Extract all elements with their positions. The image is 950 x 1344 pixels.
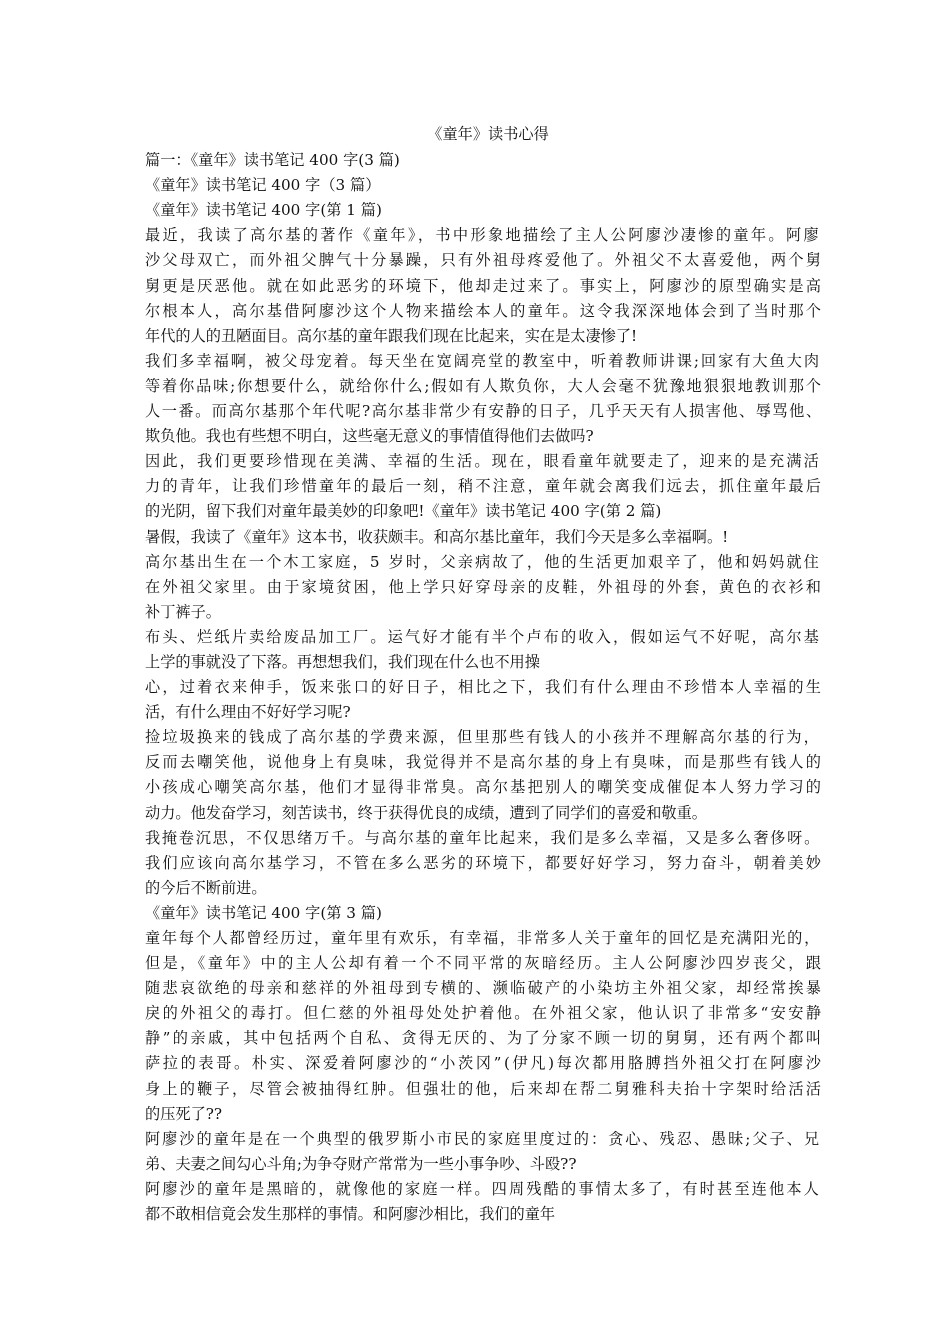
text-line: 暑假，我读了《童年》这本书，收获颇丰。和高尔基比童年，我们今天是多么幸福啊。! (145, 527, 729, 546)
text-line: 舅更是厌恶他。就在如此恶劣的环境下，他却走过来了。事实上，阿廖沙的原型确实是高 (145, 276, 824, 295)
text-line: 欺负他。我也有些想不明白，这些毫无意义的事情值得他们去做吗? (145, 427, 594, 446)
text-line: 篇一：《童年》读书笔记 400 字(3 篇) (145, 151, 400, 170)
text-line: 随悲哀欲绝的母亲和慈祥的外祖母到专横的、濒临破产的小染坊主外祖父家，却经常挨暴 (145, 979, 824, 998)
text-line: 的光阴，留下我们对童年最美妙的印象吧!《童年》读书笔记 400 字(第 2 篇) (145, 502, 662, 521)
text-line: 沙父母双亡，而外祖父脾气十分暴躁，只有外祖母疼爱他了。外祖父不太喜爱他，两个舅 (145, 251, 824, 270)
text-line: 年代的人的丑陋面目。高尔基的童年跟我们现在比起来，实在是太凄惨了! (145, 326, 638, 345)
text-line: 等着你品味;你想要什么，就给你什么;假如有人欺负你，大人会毫不犹豫地狠狠地教训那个 (145, 376, 823, 395)
text-line: 最近，我读了高尔基的著作《童年》，书中形象地描绘了主人公阿廖沙凄惨的童年。阿廖 (145, 226, 822, 245)
text-line: 都不敢相信竟会发生那样的事情。和阿廖沙相比，我们的童年 (145, 1205, 556, 1224)
text-line: 阿廖沙的童年是在一个典型的俄罗斯小市民的家庭里度过的：贪心、残忍、愚昧;父子、兄 (145, 1129, 821, 1148)
text-line: 弟、夫妻之间勾心斗角;为争夺财产常常为一些小事争吵、斗殴?? (145, 1154, 577, 1173)
text-line: 戾的外祖父的毒打。但仁慈的外祖母处处护着他。在外祖父家，他认识了非常多“安安静 (145, 1004, 824, 1023)
text-line: 但是，《童年》中的主人公却有着一个不同平常的灰暗经历。主人公阿廖沙四岁丧父，跟 (145, 954, 824, 973)
text-line: 心，过着衣来伸手，饭来张口的好日子，相比之下，我们有什么理由不珍惜本人幸福的生 (145, 678, 824, 697)
text-line: 补丁裤子。 (145, 602, 221, 621)
document-page (145, 122, 824, 1227)
text-line: 静”的亲戚，其中包括两个自私、贪得无厌的、为了分家不顾一切的舅舅，还有两个都叫 (145, 1029, 824, 1048)
text-line: 的今后不断前进。 (145, 878, 267, 897)
text-line: 萨拉的表哥。朴实、深爱着阿廖沙的“小茨冈”(伊凡)每次都用胳膊挡外祖父打在阿廖沙 (145, 1054, 824, 1073)
text-line: 阿廖沙的童年是黑暗的，就像他的家庭一样。四周残酷的事情太多了，有时甚至连他本人 (145, 1179, 822, 1198)
text-line: 上学的事就没了下落。再想想我们，我们现在什么也不用操 (145, 652, 540, 671)
text-line: 小孩成心嘲笑高尔基，他们才显得非常臭。高尔基把别人的嘲笑变成催促本人努力学习的 (145, 778, 824, 797)
text-line: 我们多幸福啊，被父母宠着。每天坐在宽阔亮堂的教室中，听着教师讲课;回家有大鱼大肉 (145, 351, 821, 370)
text-line: 的压死了?? (145, 1104, 223, 1123)
text-line: 力的青年，让我们珍惜童年的最后一刻，稍不注意，童年就会离我们远去，抓住童年最后 (145, 477, 824, 496)
text-line: 尔根本人，高尔基借阿廖沙这个人物来描绘本人的童年。这令我深深地体会到了当时那个 (145, 301, 824, 320)
text-line: 《童年》读书笔记 400 字(第 1 篇) (145, 201, 382, 220)
text-line: 反而去嘲笑他，说他身上有臭味，我觉得并不是高尔基的身上有臭味，而是那些有钱人的 (145, 753, 824, 772)
text-line: 童年每个人都曾经历过，童年里有欢乐，有幸福，非常多人关于童年的回忆是充满阳光的， (145, 929, 821, 947)
document-body (145, 148, 824, 1227)
text-line: 《童年》读书笔记 400 字(第 3 篇) (145, 903, 382, 922)
text-line: 因此，我们更要珍惜现在美满、幸福的生活。现在，眼看童年就要走了，迎来的是充满活 (145, 452, 822, 471)
text-line: 动力。他发奋学习，刻苦读书，终于获得优良的成绩，遭到了同学们的喜爱和敬重。 (145, 803, 707, 822)
text-line: 身上的鞭子，尽管会被抽得红肿。但强壮的他，后来却在帮二舅雅科夫抬十字架时给活活 (145, 1079, 824, 1098)
text-line: 我们应该向高尔基学习，不管在多么恶劣的环境下，都要好好学习，努力奋斗，朝着美妙 (145, 853, 824, 872)
text-line: 捡垃圾换来的钱成了高尔基的学费来源，但里那些有钱人的小孩并不理解高尔基的行为， (145, 728, 822, 747)
text-line: 《童年》读书笔记 400 字（3 篇） (145, 176, 381, 195)
text-line: 我掩卷沉思，不仅思绪万千。与高尔基的童年比起来，我们是多么幸福，又是多么奢侈呀。 (145, 828, 821, 847)
text-line: 布头、烂纸片卖给废品加工厂。运气好才能有半个卢布的收入，假如运气不好呢，高尔基 (145, 627, 822, 646)
text-line: 在外祖父家里。由于家境贫困，他上学只好穿母亲的皮鞋，外祖母的外套，黄色的衣衫和 (145, 577, 824, 596)
document-title: 《童年》读书心得 (427, 125, 549, 143)
text-line: 人一番。而高尔基那个年代呢?高尔基非常少有安静的日子，几乎天天有人损害他、辱骂他、 (145, 402, 823, 421)
text-line: 高尔基出生在一个木工家庭，5 岁时，父亲病故了，他的生活更加艰辛了，他和妈妈就住 (145, 552, 821, 571)
text-line: 活，有什么理由不好好学习呢? (145, 703, 351, 722)
